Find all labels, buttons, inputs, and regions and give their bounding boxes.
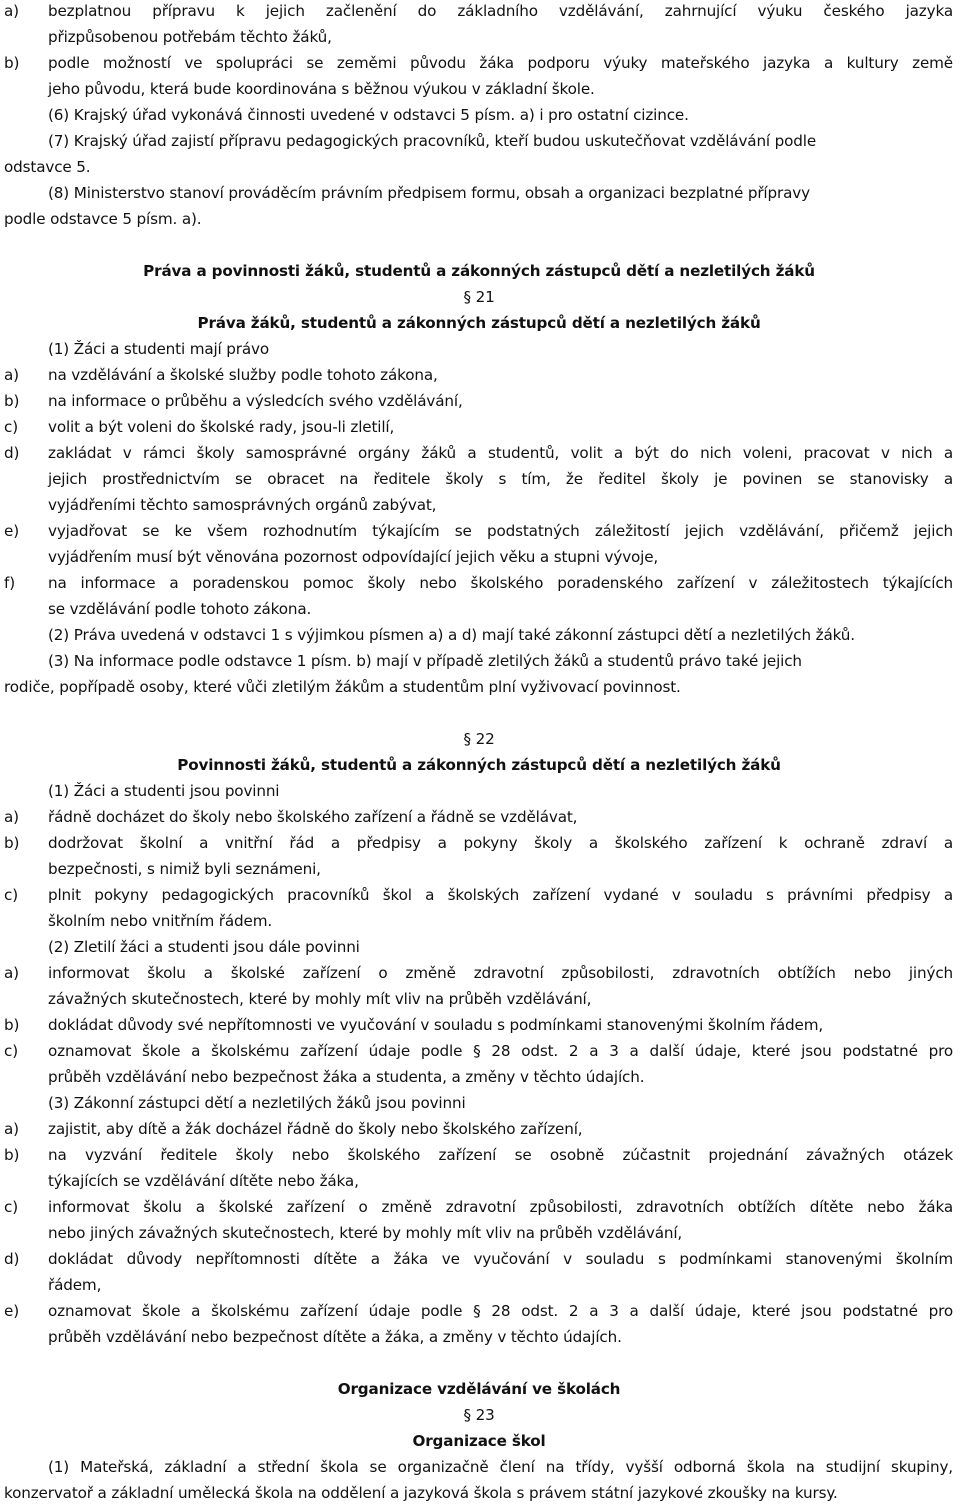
duties-3-item-b-line-1-marker: b) [4,1146,20,1164]
duties-1-item-c-line-1: plnit pokyny pedagogických pracovníků škol a školských zařízení vydané v souladu s právními předpisy a [48,886,953,904]
item-b-line-1-marker: b) [4,54,20,72]
rights-item-f-line-2: se vzdělávání podle tohoto zákona. [48,600,312,618]
duties-1-item-b-line-1: dodržovat školní a vnitřní řád a předpisy a pokyny školy a školského zařízení k ochraně zdraví a [48,834,953,852]
duties-1-item-b-line-1-marker: b) [4,834,20,852]
item-a-line-1-marker: a) [4,2,19,20]
duties-2-item-c-line-1-marker: c) [4,1042,18,1060]
rights-item-c: volit a být voleni do školské rady, jsou-li zletilí, [48,418,395,436]
paragraph-7-line-2: odstavce 5. [4,158,91,176]
rights-item-b: na informace o průběhu a výsledcích svého vzdělávání, [48,392,463,410]
rights-item-c-marker: c) [4,418,18,436]
section-23-paragraph-1-line-2: konzervatoř a základní umělecká škola na oddělení a jazyková škola s právem státní jazykové zkoušky na kursy. [4,1484,838,1502]
section-21-paragraph-3-line-2: rodiče, popřípadě osoby, které vůči zletilým žákům a studentům plní vyživovací povinnost. [4,678,681,696]
rights-item-d-line-3: vyjádřeními těchto samosprávných orgánů zabývat, [48,496,437,514]
duties-3-item-e-line-1: oznamovat škole a školskému zařízení údaje podle § 28 odst. 2 a 3 a další údaje, které jsou podstatné pro [48,1302,953,1320]
section-21-number: § 21 [463,288,495,306]
rights-item-d-line-1: zakládat v rámci školy samosprávné orgány žáků a studentů, volit a být do nich voleni, pracovat v nich a [48,444,953,462]
duties-3-item-c-line-1: informovat školu a školské zařízení o změně zdravotní způsobilosti, zdravotních obtížích dítěte nebo žáka [48,1198,953,1216]
duties-2-item-c-line-1: oznamovat škole a školskému zařízení údaje podle § 28 odst. 2 a 3 a další údaje, které jsou podstatné pro [48,1042,953,1060]
chapter-heading-organization: Organizace vzdělávání ve školách [337,1380,621,1398]
duties-1-item-b-line-2: bezpečnosti, s nimiž byli seznámeni, [48,860,321,878]
rights-item-f-line-1-marker: f) [4,574,15,592]
rights-item-a: na vzdělávání a školské služby podle tohoto zákona, [48,366,438,384]
section-22-paragraph-3-intro: (3) Zákonní zástupci dětí a nezletilých žáků jsou povinni [48,1094,466,1112]
duties-2-item-a-line-1-marker: a) [4,964,19,982]
section-23-number: § 23 [463,1406,495,1424]
duties-3-item-c-line-2: nebo jiných závažných skutečnostech, které by mohly mít vliv na průběh vzdělávání, [48,1224,683,1242]
rights-item-b-marker: b) [4,392,20,410]
duties-3-item-a: zajistit, aby dítě a žák docházel řádně do školy nebo školského zařízení, [48,1120,583,1138]
chapter-heading-rights: Práva a povinnosti žáků, studentů a zákonných zástupců dětí a nezletilých žáků [143,262,815,280]
rights-item-f-line-1: na informace a poradenskou pomoc školy nebo školského poradenského zařízení v záležitostech týkajících [48,574,953,592]
section-22-paragraph-2-intro: (2) Zletilí žáci a studenti jsou dále povinni [48,938,360,956]
duties-3-item-e-line-1-marker: e) [4,1302,19,1320]
duties-2-item-a-line-2: závažných skutečnostech, které by mohly mít vliv na průběh vzdělávání, [48,990,592,1008]
item-a-line-1: bezplatnou přípravu k jejich začlenění do základního vzdělávání, zahrnující výuku českého jazyka [48,2,953,20]
paragraph-8-line-2: podle odstavce 5 písm. a). [4,210,202,228]
section-21-paragraph-3-line-1: (3) Na informace podle odstavce 1 písm. b) mají v případě zletilých žáků a studentů právo také jejich [48,652,802,670]
duties-3-item-b-line-2: týkajících se vzdělávání dítěte nebo žáka, [48,1172,359,1190]
rights-item-e-line-1-marker: e) [4,522,19,540]
rights-item-e-line-2: vyjádřením musí být věnována pozornost odpovídající jejich věku a stupni vývoje, [48,548,659,566]
section-21-paragraph-1-intro: (1) Žáci a studenti mají právo [48,340,270,358]
duties-3-item-d-line-2: řádem, [48,1276,102,1294]
duties-3-item-b-line-1: na vyzvání ředitele školy nebo školského zařízení se osobně zúčastnit projednání závažných otázek [48,1146,953,1164]
duties-1-item-c-line-2: školním nebo vnitřním řádem. [48,912,273,930]
duties-3-item-a-marker: a) [4,1120,19,1138]
rights-item-d-line-2: jejich prostřednictvím se obracet na ředitele školy s tím, že ředitel školy je povinen se stanovisky a [48,470,953,488]
section-21-title: Práva žáků, studentů a zákonných zástupců dětí a nezletilých žáků [197,314,761,332]
duties-3-item-d-line-1: dokládat důvody nepřítomnosti dítěte a žáka ve vyučování v souladu s podmínkami stanovenými školním [48,1250,953,1268]
duties-1-item-c-line-1-marker: c) [4,886,18,904]
duties-2-item-a-line-1: informovat školu a školské zařízení o změně zdravotní způsobilosti, zdravotních obtížích nebo jiných [48,964,953,982]
section-22-paragraph-1-intro: (1) Žáci a studenti jsou povinni [48,782,280,800]
duties-1-item-a-marker: a) [4,808,19,826]
item-b-line-1: podle možností ve spolupráci se zeměmi původu žáka podporu výuky mateřského jazyka a kultury země [48,54,953,72]
rights-item-e-line-1: vyjadřovat se ke všem rozhodnutím týkajícím se podstatných záležitostí jejich vzdělávání, přičemž jejich [48,522,953,540]
section-21-paragraph-2: (2) Práva uvedená v odstavci 1 s výjimkou písmen a) a d) mají také zákonní zástupci dětí a nezletilých žáků. [48,626,855,644]
duties-2-item-c-line-2: průběh vzdělávání nebo bezpečnost žáka a studenta, a změny v těchto údajích. [48,1068,645,1086]
paragraph-6: (6) Krajský úřad vykonává činnosti uvedené v odstavci 5 písm. a) i pro ostatní cizince. [48,106,689,124]
item-a-line-2: přizpůsobenou potřebám těchto žáků, [48,28,332,46]
duties-2-item-b: dokládat důvody své nepřítomnosti ve vyučování v souladu s podmínkami stanovenými školním řádem, [48,1016,824,1034]
section-22-number: § 22 [463,730,495,748]
rights-item-d-line-1-marker: d) [4,444,20,462]
duties-1-item-a: řádně docházet do školy nebo školského zařízení a řádně se vzdělávat, [48,808,578,826]
section-23-title: Organizace škol [412,1432,546,1450]
duties-2-item-b-marker: b) [4,1016,20,1034]
paragraph-7-line-1: (7) Krajský úřad zajistí přípravu pedagogických pracovníků, kteří budou uskutečňovat vzdělávání podle [48,132,817,150]
duties-3-item-d-line-1-marker: d) [4,1250,20,1268]
item-b-line-2: jeho původu, která bude koordinována s běžnou výukou v základní škole. [48,80,595,98]
section-23-paragraph-1-line-1: (1) Mateřská, základní a střední škola se organizačně člení na třídy, vyšší odborná škola na studijní skupiny, [48,1458,953,1476]
paragraph-8-line-1: (8) Ministerstvo stanoví prováděcím právním předpisem formu, obsah a organizaci bezplatné přípravy [48,184,810,202]
duties-3-item-c-line-1-marker: c) [4,1198,18,1216]
duties-3-item-e-line-2: průběh vzdělávání nebo bezpečnost dítěte a žáka, a změny v těchto údajích. [48,1328,622,1346]
section-22-title: Povinnosti žáků, studentů a zákonných zástupců dětí a nezletilých žáků [177,756,781,774]
rights-item-a-marker: a) [4,366,19,384]
